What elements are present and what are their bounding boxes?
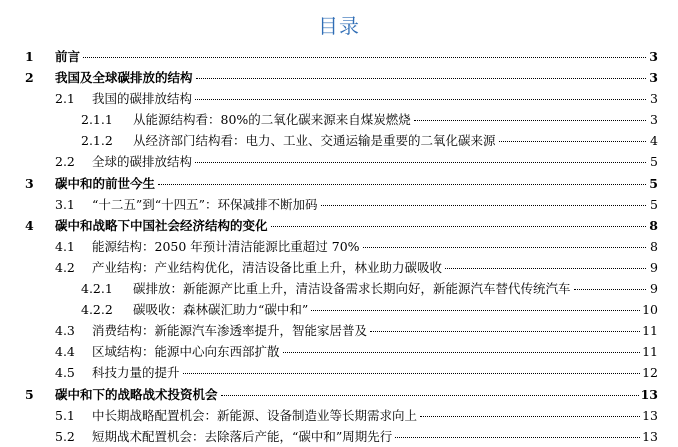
toc-entry-text: 全球的碳排放结构 [92,151,193,172]
dot-leader [499,140,646,142]
toc-entry-line [55,46,658,67]
toc-entry-page: 9 [650,259,658,275]
toc-entry-page: 11 [642,344,658,360]
toc-entry-line [55,67,658,88]
toc-entry[interactable] [0,130,678,151]
dot-leader [221,394,639,396]
toc-entry-line [92,362,658,383]
toc-entry-line [92,236,658,257]
toc-entry-text: 碳中和战略下中国社会经济结构的变化 [55,215,269,236]
toc-entry-text: “十二五”到“十四五”：环保减排不断加码 [92,194,319,215]
toc-entry[interactable] [0,236,678,257]
toc-entry-page: 13 [642,407,658,423]
toc-entry-text: 短期战术配置机会：去除落后产能，“碳中和”周期先行 [92,426,393,447]
toc-entry[interactable] [0,362,678,383]
toc-entry-line [92,257,658,278]
dot-leader [271,225,646,227]
toc-entry-number: 5.1 [55,407,75,423]
toc-entry-number: 4 [25,217,34,233]
dot-leader [195,161,646,163]
toc-entry[interactable] [0,194,678,215]
toc-entry-line [92,341,658,362]
toc-entry-line [92,426,658,447]
toc-entry[interactable] [0,278,678,299]
toc-entry-text: 我国及全球碳排放的结构 [55,67,194,88]
dot-leader [420,415,640,417]
toc-entry-number: 4.1 [55,238,75,254]
toc-entry-page: 5 [649,175,658,191]
toc-entry-number: 4.4 [55,344,75,360]
toc-entry-number: 4.5 [55,365,75,381]
toc-entry-number: 4.2 [55,259,75,275]
dot-leader [445,267,646,269]
toc-entry-number: 2.2 [55,154,75,170]
toc-entry[interactable] [0,384,678,405]
toc-entry-page: 3 [650,112,658,128]
toc-entry-number: 2.1.2 [81,133,113,149]
toc-entry[interactable] [0,88,678,109]
toc-entry-number: 4.2.1 [81,281,113,297]
dot-leader [574,288,646,290]
toc-entry-text: 碳中和的前世今生 [55,173,156,194]
toc-entry[interactable] [0,320,678,341]
toc-entry-number: 4.2.2 [81,302,113,318]
dot-leader [195,98,646,100]
toc-entry-text: 从能源结构看：80%的二氧化碳来源来自煤炭燃烧 [133,109,412,130]
toc-entry-page: 11 [642,323,658,339]
toc-entry-page: 8 [650,238,658,254]
toc-entry[interactable] [0,109,678,130]
toc-entry-number: 2.1.1 [81,112,113,128]
toc-entry-line [133,130,658,151]
dot-leader [414,119,646,121]
toc-entry-number: 2 [25,70,34,86]
toc-entry-number: 5.2 [55,428,75,444]
toc-entry-line [55,384,658,405]
toc-entry-text: 碳中和下的战略战术投资机会 [55,384,219,405]
toc-entry-text: 科技力量的提升 [92,362,181,383]
toc-entry[interactable] [0,257,678,278]
toc-entry-page: 9 [650,281,658,297]
toc-entry-page: 13 [642,428,658,444]
toc-entry-number: 4.3 [55,323,75,339]
toc-entry-page: 10 [642,302,658,318]
toc-entry-page: 12 [642,365,658,381]
toc-entry[interactable] [0,173,678,194]
toc-entry[interactable] [0,151,678,172]
toc-entry-number: 3.1 [55,196,75,212]
toc-entry-text: 产业结构：产业结构优化，清洁设备比重上升，林业助力碳吸收 [92,257,443,278]
toc-entry-text: 碳吸收：森林碳汇助力“碳中和” [133,299,309,320]
toc-entry-line [133,109,658,130]
toc-entry-text: 中长期战略配置机会：新能源、设备制造业等长期需求向上 [92,405,418,426]
dot-leader [283,351,641,353]
toc-entry-line [92,194,658,215]
toc-entry-text: 我国的碳排放结构 [92,88,193,109]
toc-entry-page: 8 [649,217,658,233]
toc-entry[interactable] [0,341,678,362]
toc-entry-line [55,215,658,236]
dot-leader [370,330,640,332]
toc-entry-line [55,173,658,194]
toc-entry-line [92,151,658,172]
dot-leader [183,372,641,374]
dot-leader [363,246,646,248]
toc-entry-line [133,278,658,299]
toc-entry-number: 5 [25,386,34,402]
toc-entry-page: 3 [650,91,658,107]
toc-entry-text: 前言 [55,46,81,67]
toc-entry[interactable] [0,46,678,67]
toc-entry[interactable] [0,405,678,426]
dot-leader [321,204,646,206]
toc-entry[interactable] [0,215,678,236]
toc-entry-line [133,299,658,320]
dot-leader [83,56,646,58]
toc-entry[interactable] [0,67,678,88]
toc-entry-page: 3 [649,49,658,64]
toc-entry[interactable] [0,299,678,320]
dot-leader [158,183,646,185]
toc-entry[interactable] [0,426,678,447]
toc-entry-page: 5 [650,196,658,212]
toc-entry-page: 5 [650,154,658,170]
toc-entry-line [92,405,658,426]
toc-entry-text: 消费结构：新能源汽车渗透率提升，智能家居普及 [92,320,368,341]
toc-entry-number: 2.1 [55,91,75,107]
toc-entry-text: 从经济部门结构看：电力、工业、交通运输是重要的二氧化碳来源 [133,130,497,151]
toc-entry-line [92,88,658,109]
table-of-contents [0,46,678,447]
toc-entry-page: 4 [650,133,658,149]
toc-entry-number: 1 [25,49,34,64]
dot-leader [311,309,640,311]
toc-entry-text: 碳排放：新能源产比重上升，清洁设备需求长期向好，新能源汽车替代传统汽车 [133,278,572,299]
toc-entry-page: 3 [649,70,658,86]
toc-entry-text: 能源结构：2050 年预计清洁能源比重超过 70% [92,236,361,257]
dot-leader [196,77,646,79]
dot-leader [395,436,640,438]
toc-entry-page: 13 [640,386,658,402]
toc-entry-line [92,320,658,341]
toc-entry-number: 3 [25,175,34,191]
toc-title: 目录 [318,14,360,38]
toc-entry-text: 区域结构：能源中心向东西部扩散 [92,341,281,362]
